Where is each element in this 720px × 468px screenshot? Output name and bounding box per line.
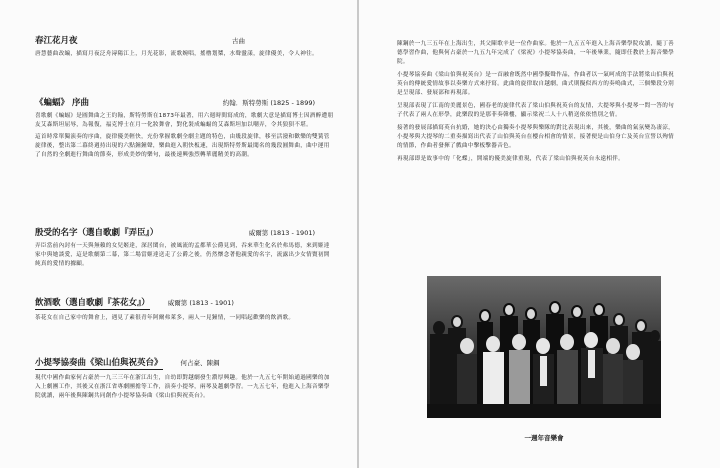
- photo-caption: 一週年音樂會: [524, 434, 564, 442]
- body-paragraph: 小提琴協奏曲《梁山伯與祝英台》是一首融會既然中國學擬聲作品，作曲者以一氣呵成的手法將梁山伯與祝英台的傳統愛情故事以奏樂方式來抒寫。此曲的旋律取自越劇，曲式則擬似西方的奏鳴曲式，三個樂段分別是呈現部、發展部和再現部。: [397, 72, 675, 96]
- description-paragraph: 唐慧藝曲改編，描寫月夜泛舟潯陽江上，月光花影，流歌婉唱，搖櫓划槳，水聲盪漾，旋律優美，令人神往。: [35, 51, 318, 57]
- piece-description: [35, 112, 335, 163]
- program-item-1: [35, 34, 335, 62]
- piece-composer: 威爾第 (1813 - 1901): [248, 229, 315, 237]
- description-paragraph: 弄臣當前內封有一天與無賴的女兒姬達，深居閨台，被風流的孟都華公爵見到，吞來華生化名於弗馬德，來到姬達家中與她談愛，這是歌劇第二幕，第二場當姬達送走了公爵之後，仍然懷念著他親愛的名字，流露出少女情竇初開純真的愛情的據顧。: [35, 243, 330, 267]
- program-item-3: [35, 226, 335, 272]
- program-item-heading: [35, 34, 335, 46]
- right-page: [359, 0, 720, 468]
- piece-title: 小提琴協奏曲《梁山伯與祝英台》: [35, 358, 163, 368]
- piece-composer: 約翰．斯特勞斯 (1825 - 1899): [222, 99, 315, 107]
- piece-title: 飲酒歌（選自歌劇『茶花女』）: [35, 298, 150, 308]
- piece-description: [35, 314, 335, 326]
- program-item-heading: [35, 296, 335, 310]
- body-paragraph: 再現部即是故事中的「化蝶」，開端的優美旋律重現，代表了梁山伯與祝英台永遠相伴。: [397, 156, 625, 162]
- program-item-heading: [35, 96, 335, 108]
- right-page-text: [397, 40, 679, 168]
- description-paragraph: 這首時常單獨演奏的序曲，旋律優美輕快，充份掌握歌劇全劇主題的特色，由幾段旋律，移至活潑和歡樂的雙簧管旋律後，整出第二幕終週持出現的六點鐘鐘聲，樂曲進入朝快板速，出現斯特勞斯最聞名的幾段圓舞曲，曲中運用了自然的全劇進行舞曲的節奏，形成美妙的樂句，最後速興強烈轉華麗精美的高潮。: [35, 134, 330, 158]
- piece-title: 殷受的名字（選自歌劇『弄臣』）: [35, 228, 159, 238]
- piece-title: 春江花月夜: [35, 36, 78, 46]
- program-item-heading: [35, 356, 335, 370]
- body-paragraph: 陳鋼於一九三五年在上海出生，其父陳歌辛是一位作曲家。他於一九五五年進入上海音樂學院攻讀，隨丁善德學習作曲，他與何占豪於一九五九年完成了《梁祝》小提琴協奏曲，一年後畢業，隨即任教於上海音樂學院。: [397, 41, 675, 65]
- piece-composer: 古曲: [232, 37, 245, 45]
- piece-description: [35, 50, 335, 62]
- program-item-5: [35, 356, 335, 404]
- description-paragraph: 茶花女在自己家中的舞會上，遇見了素很青年阿爾弗萊多，兩人一見鐘情，一同唱起歡樂的飲酒歌。: [35, 315, 295, 321]
- description-paragraph: 現代中國作曲家何占豪於一九三三年在浙江出生，自幼即對越劇發生濃厚興趣。他於一九五七年開始通過國樂的加入上劇團工作，其後又在浙江省專劇團擔等工作，演奏小提琴，兩琴及越劇學習。一九五七年，他進入上海音樂學院就讀，兩年後與陳鋼共同創作小提琴協奏曲《梁山伯與祝英台》。: [35, 375, 330, 399]
- program-item-2: [35, 96, 335, 163]
- piece-composer: 何占豪、陳鋼: [180, 359, 220, 367]
- body-paragraph: 接著的發展部描寫英台抗婚，她的決心由獨奏小提琴與樂隊的對比表現出來，其後，樂曲的氣氛變為凄涼，小提琴與大提琴的二重奏描寫出代表了山伯與英台在樓台相會的情景，接著便是山伯身亡及英台宣誓以殉情的情節，作曲者發揮了戲曲中擊板擊器音色。: [397, 125, 675, 149]
- concert-group-photo: [427, 276, 661, 418]
- piece-composer: 威爾第 (1813 - 1901): [167, 299, 234, 307]
- program-item-4: [35, 296, 335, 326]
- program-item-heading: [35, 226, 335, 238]
- piece-description: [35, 242, 335, 272]
- piece-title: 《蝙蝠》 序曲: [35, 98, 89, 108]
- left-page: [0, 0, 357, 468]
- body-paragraph: 呈現部表現了江南的美麗景色，國春老的旋律代表了梁山伯與祝英台的友情，大提琴與小提琴一問一答的句子代表了兩人在形學，此樂段的是那菲奏韓樓，顯示梁祝二人十八稍送依依惜別之情。: [397, 103, 675, 118]
- piece-description: [35, 374, 335, 404]
- description-paragraph: 喜歌劇《蝙蝠》是圓舞曲之王約翰，斯特勞斯在1873年最著，用六週時間寫成的，歌劇大意是描寫博士因酒醉遭朋友艾森斯坦屈辱，為報復，福克博士在月一化妝舞會，對化裝成蝙蝠的艾森斯坦加以嘲弄，令其狼狽不堪。: [35, 113, 334, 128]
